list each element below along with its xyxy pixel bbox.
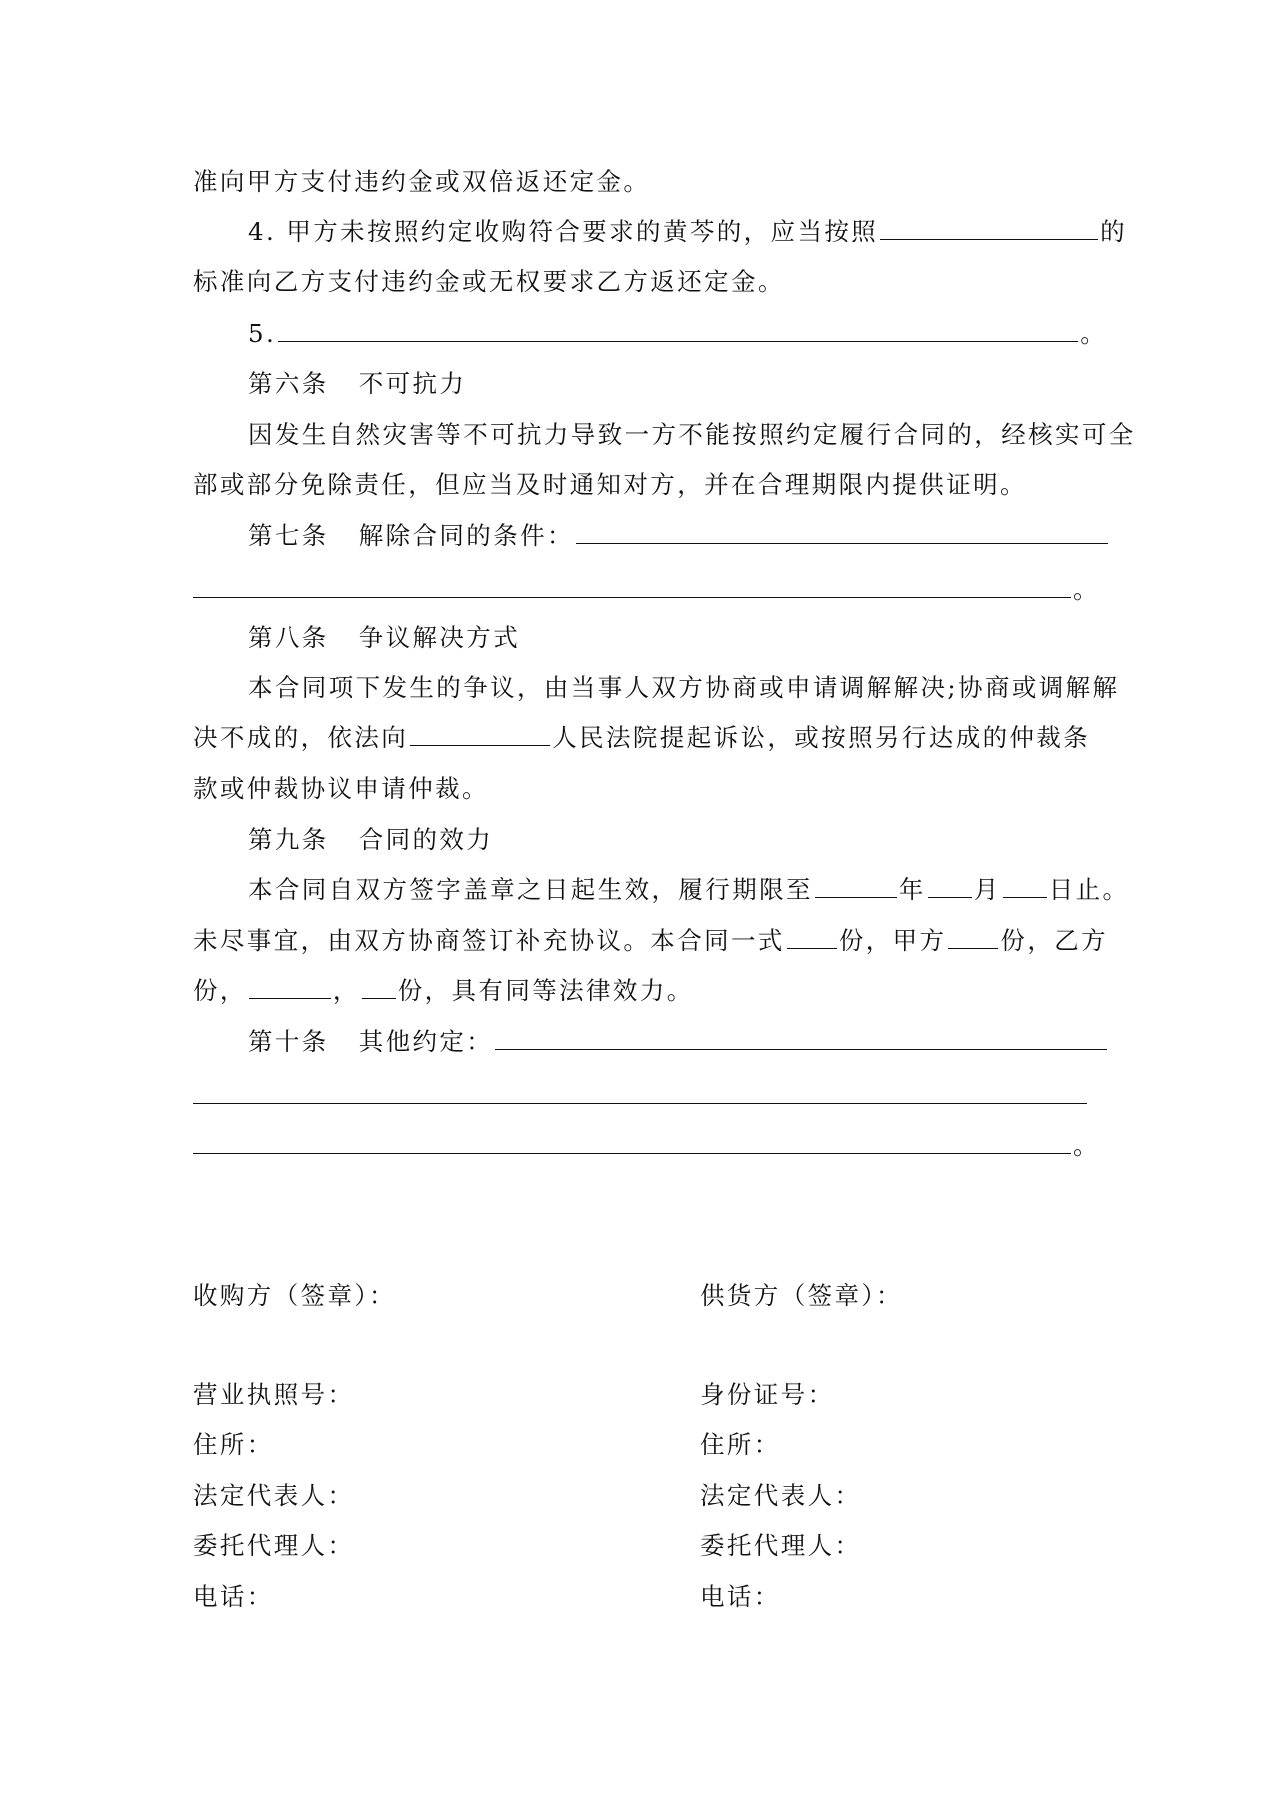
text: 份， [193,976,247,1005]
text: 准向甲方支付违约金或双倍返还定金。 [193,167,651,196]
article-title: 不可抗力 [358,369,467,398]
buyer-legal-rep-label: 法定代表人： [193,1481,355,1510]
article-10-line-3 [193,1120,1100,1172]
period: 。 [1080,319,1108,348]
fill-blank-court[interactable] [410,719,550,746]
comma: ， [332,976,360,1005]
fill-blank-other-terms-3[interactable] [193,1127,1071,1154]
article-number: 第六条 [248,369,329,398]
article-title: 其他约定： [358,1027,494,1056]
day-label: 日止。 [1048,875,1130,904]
paragraph-continuation [193,156,650,208]
fill-blank-termination[interactable] [576,517,1108,544]
text: 未尽事宜，由双方协商签订补充协议。本合同一式 [193,926,785,955]
supplier-seal-title: 供货方（签章）： [700,1281,903,1310]
period: 。 [1073,1131,1100,1160]
period: 。 [1073,575,1100,604]
article-7-heading [248,510,1110,562]
month-label: 月 [973,875,1001,904]
item-5 [248,308,1107,360]
item-4 [248,206,1127,258]
item-4-text: 4. 甲方未按照约定收购符合要求的黄芩的，应当按照 [248,217,879,246]
article-number: 第十条 [248,1027,329,1056]
text: 部或部分免除责任，但应当及时通知对方，并在合理期限内提供证明。 [193,470,1027,499]
buyer-agent-label: 委托代理人： [193,1531,355,1560]
article-10-heading [248,1016,1109,1068]
text: 本合同自双方签字盖章之日起生效，履行期限至 [248,875,813,904]
text: 决不成的，依法向 [193,723,409,752]
fill-blank-other-terms[interactable] [495,1023,1107,1050]
fill-blank-month[interactable] [928,871,972,898]
article-title: 解除合同的条件： [358,521,574,550]
fill-blank-other-party[interactable] [249,972,331,999]
item-4-suffix: 的 [1100,217,1128,246]
fill-blank-copies-other[interactable] [362,972,396,999]
fill-blank-copies-party-a[interactable] [948,922,998,949]
buyer-address-label: 住所： [193,1430,274,1459]
article-8-heading [248,612,520,664]
buyer-license-label: 营业执照号： [193,1380,355,1409]
article-9-line-2 [193,915,1108,967]
article-title: 争议解决方式 [358,623,521,652]
text: 款或仲裁协议申请仲裁。 [193,774,489,803]
article-number: 第九条 [248,825,329,854]
article-9-line-3 [193,965,694,1017]
article-9-heading [248,814,493,866]
article-title: 合同的效力 [358,825,494,854]
article-6-line-2 [193,459,1027,511]
text: 份，乙方 [1000,926,1109,955]
fill-blank-day[interactable] [1003,871,1047,898]
article-9-line-1 [248,864,1129,916]
supplier-agent-label: 委托代理人： [700,1531,862,1560]
article-number: 第七条 [248,521,329,550]
item-4-text-2: 标准向乙方支付违约金或无权要求乙方返还定金。 [193,267,785,296]
text: 份，甲方 [838,926,947,955]
supplier-phone-label: 电话： [700,1582,781,1611]
text: 因发生自然灾害等不可抗力导致一方不能按照约定履行合同的，经核实可全 [248,420,1136,449]
article-6-line-1 [248,409,1136,461]
supplier-address-label: 住所： [700,1430,781,1459]
fill-blank-other-terms-2[interactable] [193,1103,1087,1104]
fill-blank-standard[interactable] [880,213,1098,240]
buyer-phone-label: 电话： [193,1582,274,1611]
article-7-line-2 [193,564,1100,616]
fill-blank-year[interactable] [815,871,897,898]
supplier-id-label: 身份证号： [700,1380,835,1409]
text: 份，具有同等法律效力。 [397,976,694,1005]
year-label: 年 [898,875,926,904]
article-8-line-2 [193,712,1090,764]
supplier-legal-rep-label: 法定代表人： [700,1481,862,1510]
item-4-line-2 [193,256,785,308]
article-8-line-1 [248,662,1119,714]
item-5-number: 5. [248,319,277,348]
article-6-heading [248,358,466,410]
fill-blank-item-5[interactable] [278,315,1078,342]
fill-blank-termination-2[interactable] [193,571,1071,598]
buyer-seal-title: 收购方（签章）： [193,1281,396,1310]
text: 本合同项下发生的争议，由当事人双方协商或申请调解解决;协商或调解解 [248,673,1120,702]
fill-blank-copies-total[interactable] [787,922,837,949]
article-number: 第八条 [248,623,329,652]
article-8-line-3 [193,763,489,815]
text: 人民法院提起诉讼，或按照另行达成的仲裁条 [552,723,1091,752]
